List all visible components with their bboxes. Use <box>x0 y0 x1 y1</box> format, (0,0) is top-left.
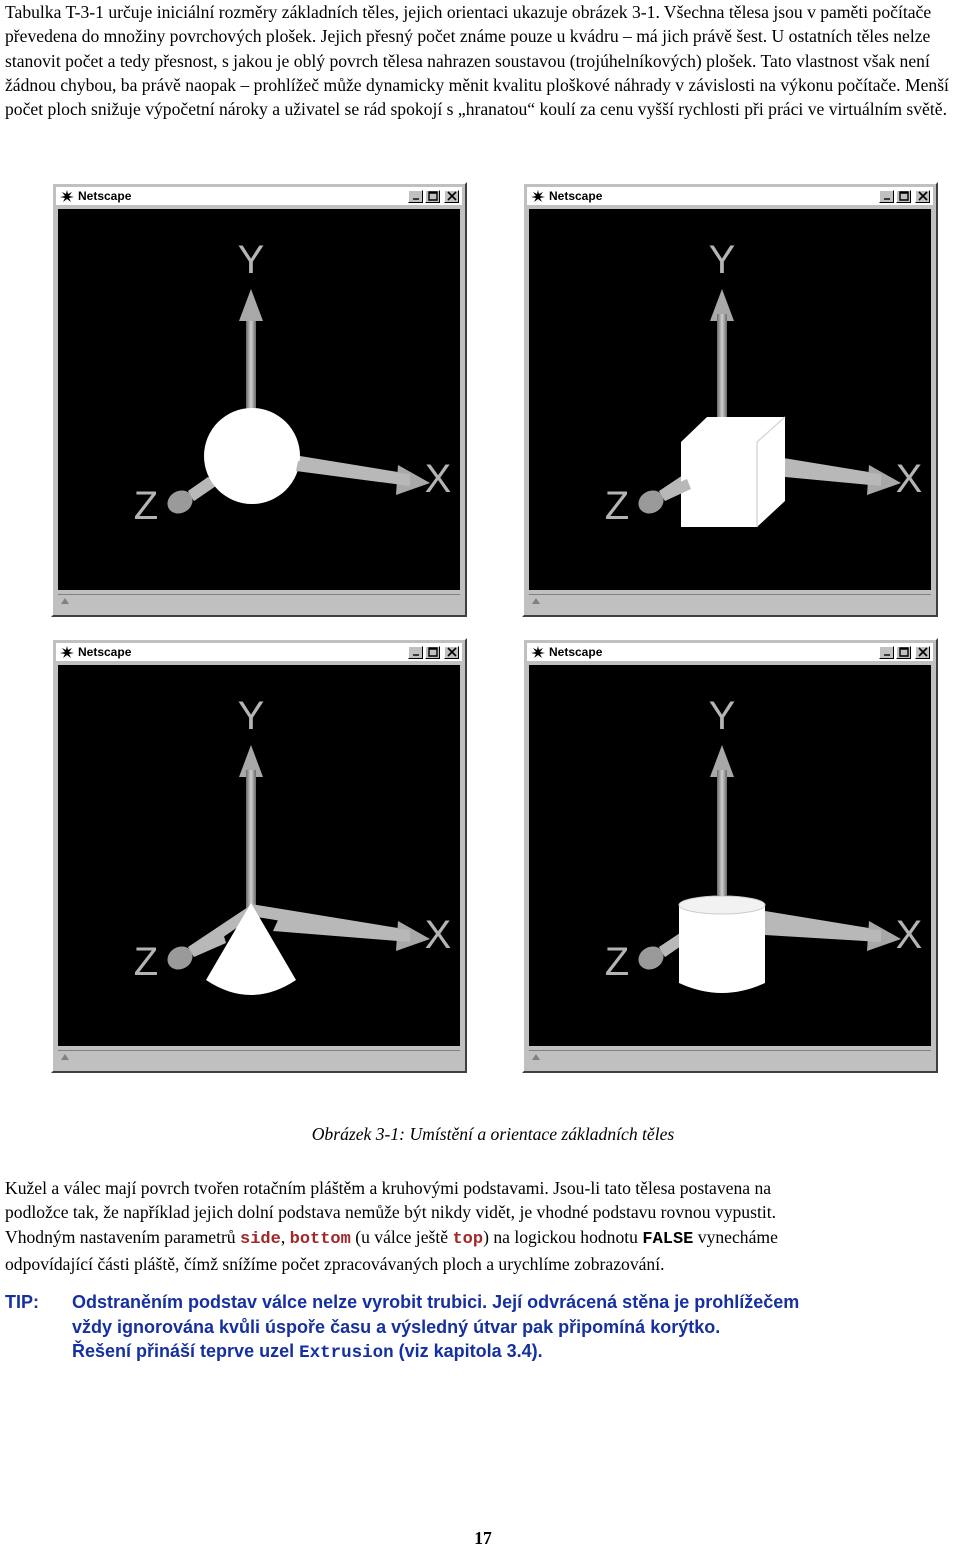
status-grip-icon <box>60 1053 70 1061</box>
window-titlebar[interactable] <box>527 643 933 661</box>
scene-svg <box>529 209 931 590</box>
cylinder-top <box>679 896 765 914</box>
netscape-window-cone[interactable] <box>51 638 467 1073</box>
code-extrusion: Extrusion <box>299 1343 394 1363</box>
window-titlebar[interactable] <box>56 643 462 661</box>
text: Řešení přináší teprve uzel <box>72 1341 300 1361</box>
netscape-app-icon <box>530 645 546 659</box>
x-axis-label: X <box>424 457 452 501</box>
body-line-3 <box>5 1225 960 1252</box>
maximize-button[interactable] <box>896 190 911 203</box>
y-axis-label: Y <box>708 694 736 738</box>
window-statusbar <box>58 1050 460 1063</box>
scene-svg <box>58 665 460 1046</box>
code-bottom: bottom <box>289 1229 351 1249</box>
close-icon <box>917 647 929 657</box>
text: , <box>280 1226 290 1247</box>
minimize-button[interactable] <box>879 646 894 659</box>
close-icon <box>446 647 458 657</box>
minimize-icon <box>881 191 893 201</box>
window-title: Netscape <box>78 645 132 659</box>
y-axis-label: Y <box>708 238 736 282</box>
tip-body <box>72 1290 957 1366</box>
z-axis-label: Z <box>604 940 630 984</box>
y-axis-label: Y <box>237 694 265 738</box>
z-axis-label: Z <box>133 940 159 984</box>
close-button[interactable] <box>915 190 930 203</box>
minimize-icon <box>881 647 893 657</box>
scene-svg <box>58 209 460 590</box>
y-axis-shaft-front <box>246 770 256 903</box>
tip-line-3 <box>72 1339 957 1366</box>
window-title: Netscape <box>549 189 603 203</box>
status-grip-icon <box>531 597 541 605</box>
cylinder-shape <box>679 905 765 993</box>
close-icon <box>917 191 929 201</box>
maximize-icon <box>898 647 910 657</box>
z-axis-label: Z <box>133 484 159 528</box>
tip-label: TIP: <box>5 1292 39 1312</box>
y-axis-shaft-front <box>717 770 727 896</box>
text: (viz kapitola 3.4). <box>393 1341 543 1361</box>
box-shape <box>681 417 785 527</box>
minimize-button[interactable] <box>408 646 423 659</box>
close-button[interactable] <box>444 190 459 203</box>
text: (u válce ještě <box>350 1226 453 1247</box>
window-statusbar <box>529 594 931 607</box>
body-paragraph <box>5 1176 960 1276</box>
tip-line-1: Odstraněním podstav válce nelze vyrobit trubici. Její odvrácená stěna je prohlížečem <box>72 1292 800 1312</box>
tip-line-2: vždy ignorována kvůli úspoře času a výsledný útvar pak připomíná korýtko. <box>72 1316 721 1337</box>
netscape-app-icon <box>59 189 75 203</box>
minimize-icon <box>410 647 422 657</box>
code-side: side <box>240 1229 281 1249</box>
body-line-4: odpovídající části pláště, čímž snížíme počet zpracovávaných ploch a urychlíme zobrazování. <box>5 1253 665 1274</box>
vrml-viewport[interactable] <box>529 209 931 590</box>
maximize-icon <box>427 647 439 657</box>
minimize-icon <box>410 191 422 201</box>
intro-paragraph: Tabulka T-3-1 určuje iniciální rozměry základních těles, jejich orientaci ukazuje obrázek 3-1. Všechna tělesa jsou v paměti počítače převedena do množiny povrchových plošek. Jejich přesný počet známe pouze u kvádru – má jich právě šest. U ostatních těles nelze stanovit počet a tedy přesnost, s jakou je oblý povrch tělesa nahrazen soustavou (trojúhelníkových) plošek. Tato vlastnost však není žádnou chybou, ba právě naopak – prohlížeč může dynamicky měnit kvalitu ploškové náhrady v závislosti na výkonu počítače. Menší počet ploch snižuje výpočetní nároky a uživatel se rád spokojí s „hranatou“ koulí za cenu vyšší rychlosti při práci ve virtuálním světě. <box>5 2 949 120</box>
sphere-shape <box>204 408 300 504</box>
z-axis-label: Z <box>604 484 630 528</box>
netscape-window-cylinder[interactable] <box>522 638 938 1073</box>
window-statusbar <box>529 1050 931 1063</box>
status-grip-icon <box>60 597 70 605</box>
body-line-2: podložce tak, že například jejich dolní podstava nemůže být nikdy vidět, je vhodné podstavu rovnou vypustit. <box>5 1202 777 1223</box>
body-line-1: Kužel a válec mají povrch tvořen rotačním pláštěm a kruhovými podstavami. Jsou-li tato tělesa postavena na <box>5 1178 772 1198</box>
y-axis-label: Y <box>237 238 265 282</box>
x-axis-label: X <box>895 913 923 957</box>
z-axis-shaft-front <box>188 477 214 501</box>
maximize-icon <box>898 191 910 201</box>
netscape-window-box[interactable] <box>522 182 938 617</box>
y-axis-arrowhead <box>239 289 263 321</box>
maximize-button[interactable] <box>425 646 440 659</box>
scene-svg <box>529 665 931 1046</box>
status-grip-icon <box>531 1053 541 1061</box>
y-axis-shaft-front <box>717 314 727 417</box>
vrml-viewport[interactable] <box>58 665 460 1046</box>
page-number: 17 <box>474 1528 492 1548</box>
window-title: Netscape <box>549 645 603 659</box>
maximize-button[interactable] <box>425 190 440 203</box>
vrml-viewport[interactable] <box>58 209 460 590</box>
text: Vhodným nastavením parametrů <box>5 1226 241 1247</box>
window-statusbar <box>58 594 460 607</box>
code-false: FALSE <box>642 1229 694 1249</box>
netscape-app-icon <box>530 189 546 203</box>
x-axis-label: X <box>895 457 923 501</box>
close-button[interactable] <box>444 646 459 659</box>
window-title: Netscape <box>78 189 132 203</box>
netscape-window-sphere[interactable] <box>51 182 467 617</box>
maximize-icon <box>427 191 439 201</box>
maximize-button[interactable] <box>896 646 911 659</box>
minimize-button[interactable] <box>879 190 894 203</box>
window-titlebar[interactable] <box>527 187 933 205</box>
close-icon <box>446 191 458 201</box>
text: ) na logickou hodnotu <box>483 1226 643 1247</box>
minimize-button[interactable] <box>408 190 423 203</box>
netscape-app-icon <box>59 645 75 659</box>
text: vynecháme <box>693 1226 778 1247</box>
vrml-viewport[interactable] <box>529 665 931 1046</box>
figure-caption: Obrázek 3-1: Umístění a orientace základních těles <box>311 1124 675 1144</box>
close-button[interactable] <box>915 646 930 659</box>
window-titlebar[interactable] <box>56 187 462 205</box>
x-axis-label: X <box>424 913 452 957</box>
code-top: top <box>452 1229 484 1249</box>
